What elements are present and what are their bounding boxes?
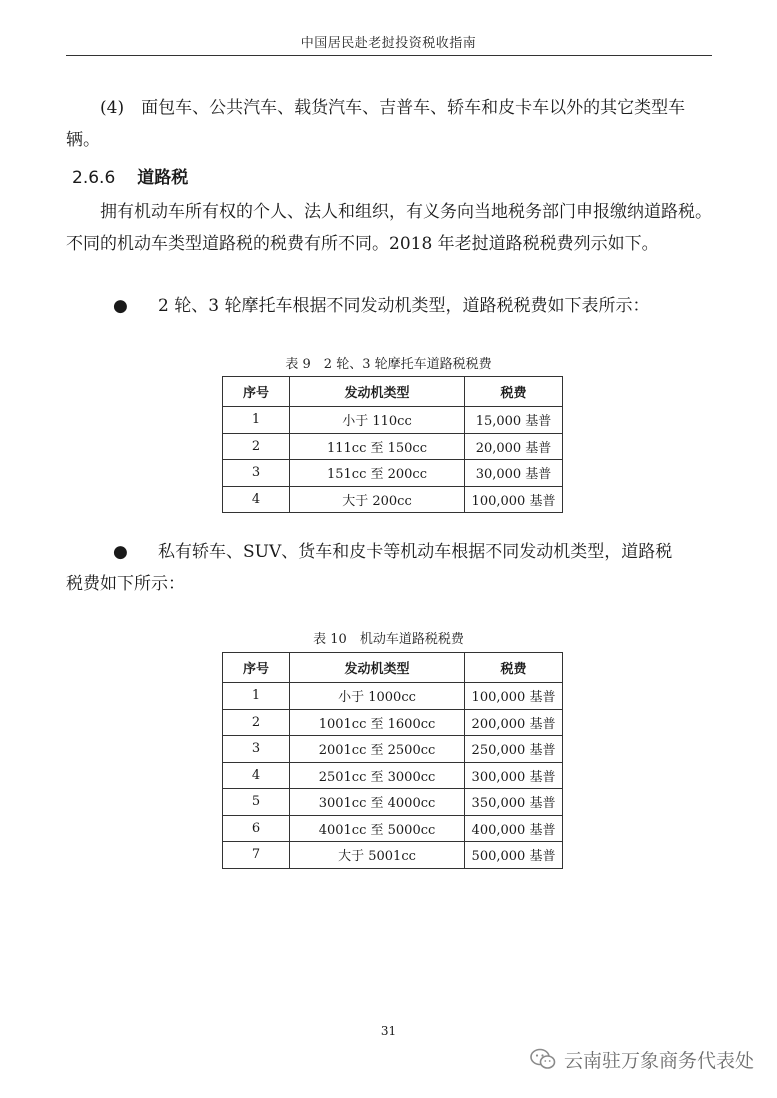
table-row <box>223 683 563 710</box>
wechat-icon <box>530 1048 556 1070</box>
motorcycle-tax-table <box>222 376 563 513</box>
watermark <box>530 1042 754 1076</box>
watermark-text: 云南驻万象商务代表处 <box>564 1049 755 1072</box>
table-cell: 6 <box>223 815 290 842</box>
table-cell: 4 <box>223 762 290 789</box>
table-cell: 30,000 基普 <box>465 460 563 487</box>
table-cell: 3001cc 至 4000cc <box>290 789 465 816</box>
running-header: 中国居民赴老挝投资税收指南 <box>300 36 477 51</box>
table-cell: 200,000 基普 <box>465 709 563 736</box>
column-header: 发动机类型 <box>290 653 465 683</box>
table-row <box>223 842 563 869</box>
bullet-continuation: 税费如下所示： <box>66 574 185 594</box>
section-title: 道路税 <box>137 168 189 188</box>
bullet-item-1 <box>113 290 712 322</box>
table-caption: 表 10 机动车道路税税费 <box>313 632 464 647</box>
table-cell: 3 <box>223 460 290 487</box>
table-cell: 100,000 基普 <box>465 486 563 513</box>
table-cell: 111cc 至 150cc <box>290 433 465 460</box>
page-number: 31 <box>380 1024 397 1038</box>
body-paragraph: 拥有机动车所有权的个人、法人和组织，有义务向当地税务部门申报缴纳道路税。不同的机动车类型道路税的税费有所不同。2018 年老挝道路税税费列示如下。 <box>66 202 712 254</box>
table-cell: 3 <box>223 736 290 763</box>
column-header: 税费 <box>465 653 563 683</box>
section-number: 2.6.6 <box>72 168 116 188</box>
table-cell: 300,000 基普 <box>465 762 563 789</box>
table-cell: 350,000 基普 <box>465 789 563 816</box>
header-rule <box>66 55 712 56</box>
table-cell: 5 <box>223 789 290 816</box>
table-row <box>223 433 563 460</box>
table-cell: 1 <box>223 683 290 710</box>
table-cell: 400,000 基普 <box>465 815 563 842</box>
table-cell: 2001cc 至 2500cc <box>290 736 465 763</box>
bullet-item-2 <box>113 536 712 568</box>
table-row <box>223 486 563 513</box>
column-header: 税费 <box>465 377 563 407</box>
table-cell: 大于 200cc <box>290 486 465 513</box>
table-row <box>223 709 563 736</box>
bullet-dot: ● <box>113 542 128 562</box>
table-cell: 15,000 基普 <box>465 407 563 434</box>
table-cell: 小于 110cc <box>290 407 465 434</box>
table-caption: 表 9 2 轮、3 轮摩托车道路税税费 <box>285 357 492 372</box>
table-header-row <box>223 653 563 683</box>
table-row <box>223 407 563 434</box>
table-cell: 151cc 至 200cc <box>290 460 465 487</box>
table-cell: 1 <box>223 407 290 434</box>
table-row <box>223 460 563 487</box>
table-cell: 1001cc 至 1600cc <box>290 709 465 736</box>
table-cell: 7 <box>223 842 290 869</box>
bullet-dot: ● <box>113 296 128 316</box>
column-header: 序号 <box>223 377 290 407</box>
table-row <box>223 762 563 789</box>
table-cell: 小于 1000cc <box>290 683 465 710</box>
table-cell: 500,000 基普 <box>465 842 563 869</box>
column-header: 发动机类型 <box>290 377 465 407</box>
list-item-4: (4) 面包车、公共汽车、载货汽车、吉普车、轿车和皮卡车以外的其它类型车辆。 <box>66 98 686 150</box>
table-cell: 大于 5001cc <box>290 842 465 869</box>
bullet-text: 私有轿车、SUV、货车和皮卡等机动车根据不同发动机类型，道路税 <box>158 542 673 562</box>
table-cell: 2 <box>223 709 290 736</box>
table-cell: 250,000 基普 <box>465 736 563 763</box>
table-cell: 100,000 基普 <box>465 683 563 710</box>
column-header: 序号 <box>223 653 290 683</box>
table-cell: 2 <box>223 433 290 460</box>
table-cell: 20,000 基普 <box>465 433 563 460</box>
table-row <box>223 736 563 763</box>
table-cell: 4 <box>223 486 290 513</box>
table-row <box>223 815 563 842</box>
bullet-text: 2 轮、3 轮摩托车根据不同发动机类型，道路税税费如下表所示： <box>158 296 650 316</box>
table-header-row <box>223 377 563 407</box>
table-cell: 4001cc 至 5000cc <box>290 815 465 842</box>
section-heading <box>72 163 188 188</box>
table-cell: 2501cc 至 3000cc <box>290 762 465 789</box>
vehicle-tax-table <box>222 652 563 869</box>
table-row <box>223 789 563 816</box>
